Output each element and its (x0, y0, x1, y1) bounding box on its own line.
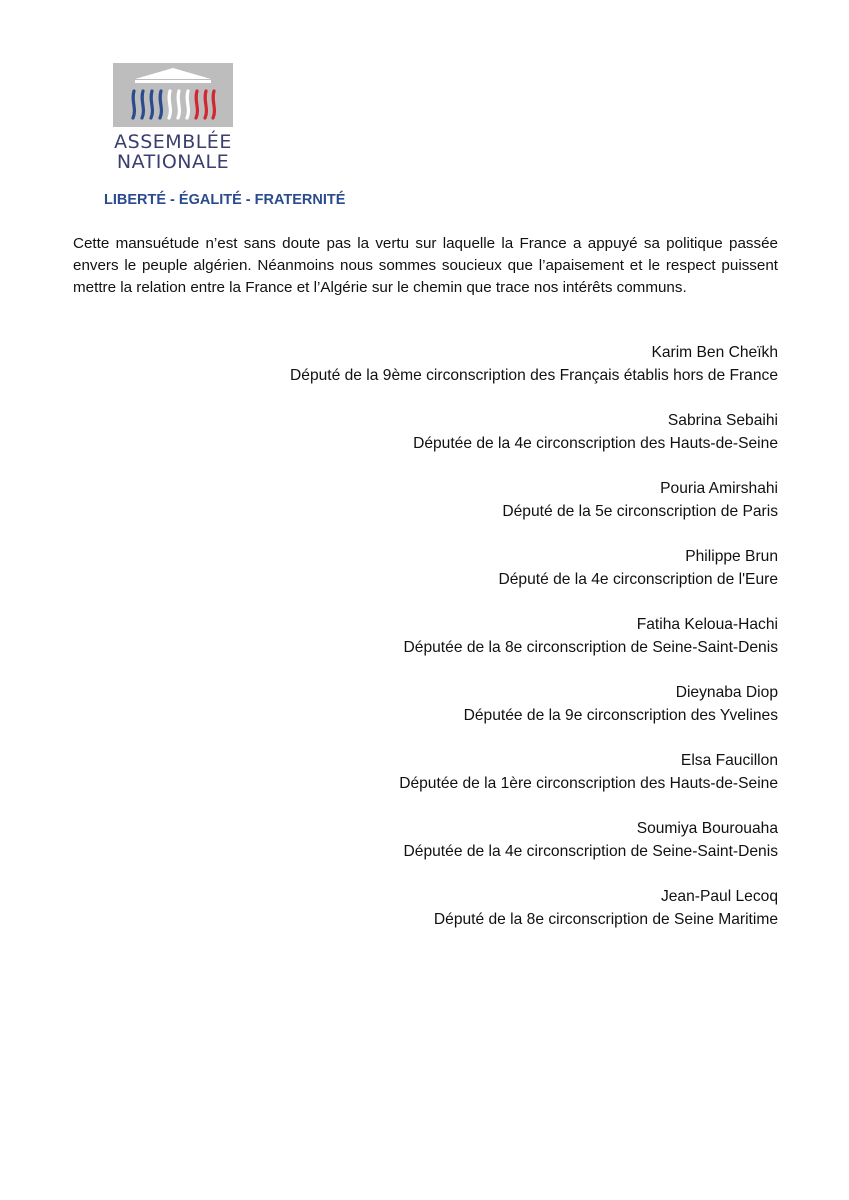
motto: LIBERTÉ - ÉGALITÉ - FRATERNITÉ (104, 192, 346, 208)
signatory-title: Députée de la 1ère circonscription des Hauts-de-Seine (399, 775, 778, 792)
signatory (178, 409, 778, 477)
signatory-name: Soumiya Bourouaha (636, 820, 778, 837)
signatory (178, 613, 778, 681)
signatory-title: Député de la 4e circonscription de l'Eure (498, 571, 778, 588)
signatory-title: Député de la 9ème circonscription des Français établis hors de France (290, 367, 778, 384)
signatory-title: Députée de la 8e circonscription de Seine-Saint-Denis (403, 639, 778, 656)
signatory-name: Pouria Amirshahi (660, 480, 778, 497)
signatory (178, 681, 778, 749)
signatory-title: Députée de la 4e circonscription des Hauts-de-Seine (413, 435, 778, 452)
signatory (178, 817, 778, 885)
signatory-name: Elsa Faucillon (680, 752, 778, 769)
signatory-name: Jean-Paul Lecoq (660, 888, 778, 905)
logo-text-line2: NATIONALE (116, 151, 230, 173)
signatory (178, 545, 778, 613)
signatory-list (178, 341, 778, 953)
signatory-name: Philippe Brun (685, 548, 778, 565)
signatory (178, 477, 778, 545)
signatory-title: Député de la 5e circonscription de Paris (502, 503, 778, 520)
body-paragraph: Cette mansuétude n’est sans doute pas la vertu sur laquelle la France a appuyé sa politique passée envers le peuple algérien. Néanmoins nous sommes soucieux que l’apaisement et le respect puissent mettre la relation entre la France et l’Algérie sur le chemin que trace nos intérêts communs. (73, 235, 778, 296)
signatory-title: Députée de la 9e circonscription des Yvelines (463, 707, 778, 724)
signatory (178, 749, 778, 817)
signatory-name: Karim Ben Cheïkh (651, 344, 778, 361)
signatory-title: Députée de la 4e circonscription de Seine-Saint-Denis (403, 843, 778, 860)
assemblee-nationale-logo (113, 63, 233, 173)
signatory (178, 885, 778, 953)
signatory-name: Dieynaba Diop (675, 684, 778, 701)
logo-text-line1: ASSEMBLÉE (114, 131, 232, 153)
signatory (178, 341, 778, 409)
hemicycle-emblem-icon (113, 63, 233, 127)
signatory-name: Fatiha Keloua-Hachi (636, 616, 778, 633)
signatory-title: Député de la 8e circonscription de Seine Maritime (433, 911, 778, 928)
signatory-name: Sabrina Sebaihi (667, 412, 778, 429)
